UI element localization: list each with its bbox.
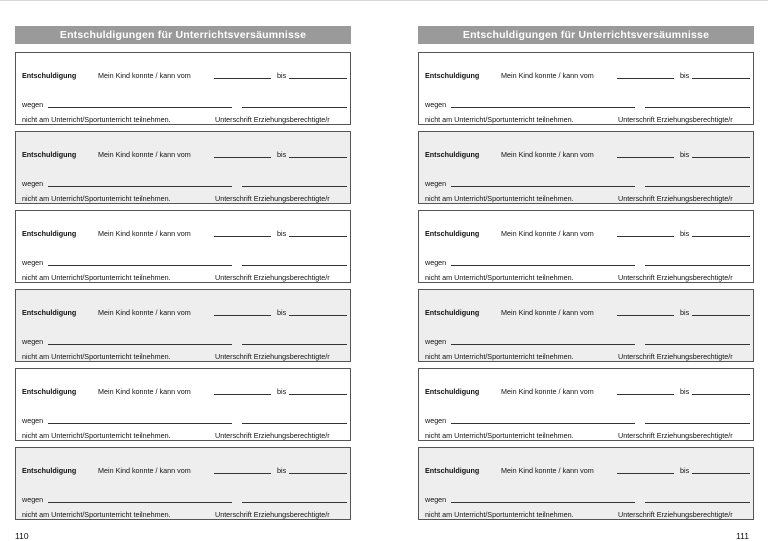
signature-line[interactable] <box>645 107 750 108</box>
date-from-line[interactable] <box>617 315 674 316</box>
reason-label: wegen <box>425 337 447 346</box>
date-from-line[interactable] <box>214 78 271 79</box>
absence-note-text: nicht am Unterricht/Sportunterricht teilnehmen. <box>425 431 574 440</box>
reason-line[interactable] <box>451 265 635 266</box>
excuse-card <box>15 131 351 204</box>
excuse-label: Entschuldigung <box>22 308 77 317</box>
page-left <box>15 26 351 526</box>
reason-line[interactable] <box>451 107 635 108</box>
date-from-line[interactable] <box>214 236 271 237</box>
bis-label: bis <box>277 387 287 396</box>
signature-label: Unterschrift Erziehungsberechtigte/r <box>215 194 330 203</box>
child-absence-text: Mein Kind konnte / kann vom <box>98 229 191 238</box>
child-absence-text: Mein Kind konnte / kann vom <box>98 466 191 475</box>
absence-note-text: nicht am Unterricht/Sportunterricht teilnehmen. <box>425 273 574 282</box>
child-absence-text: Mein Kind konnte / kann vom <box>501 71 594 80</box>
child-absence-text: Mein Kind konnte / kann vom <box>98 71 191 80</box>
date-to-line[interactable] <box>692 157 750 158</box>
date-from-line[interactable] <box>617 236 674 237</box>
date-from-line[interactable] <box>617 157 674 158</box>
reason-label: wegen <box>425 179 447 188</box>
child-absence-text: Mein Kind konnte / kann vom <box>98 150 191 159</box>
excuse-card <box>15 52 351 125</box>
bis-label: bis <box>277 71 287 80</box>
signature-line[interactable] <box>645 502 750 503</box>
bis-label: bis <box>277 150 287 159</box>
reason-line[interactable] <box>48 186 232 187</box>
date-from-line[interactable] <box>617 394 674 395</box>
excuse-card <box>418 289 754 362</box>
top-border <box>0 0 768 1</box>
signature-label: Unterschrift Erziehungsberechtigte/r <box>215 352 330 361</box>
signature-line[interactable] <box>242 502 347 503</box>
excuse-card <box>15 447 351 520</box>
date-to-line[interactable] <box>692 315 750 316</box>
absence-note-text: nicht am Unterricht/Sportunterricht teilnehmen. <box>22 352 171 361</box>
date-to-line[interactable] <box>289 315 347 316</box>
bis-label: bis <box>680 466 690 475</box>
card-list <box>418 52 754 520</box>
date-to-line[interactable] <box>289 78 347 79</box>
bis-label: bis <box>680 229 690 238</box>
excuse-card <box>15 289 351 362</box>
child-absence-text: Mein Kind konnte / kann vom <box>501 229 594 238</box>
date-from-line[interactable] <box>617 78 674 79</box>
excuse-label: Entschuldigung <box>22 150 77 159</box>
excuse-label: Entschuldigung <box>22 466 77 475</box>
page-number: 111 <box>736 531 749 541</box>
absence-note-text: nicht am Unterricht/Sportunterricht teilnehmen. <box>22 194 171 203</box>
excuse-label: Entschuldigung <box>22 387 77 396</box>
reason-label: wegen <box>425 100 447 109</box>
signature-line[interactable] <box>242 107 347 108</box>
excuse-label: Entschuldigung <box>425 466 480 475</box>
absence-note-text: nicht am Unterricht/Sportunterricht teilnehmen. <box>425 510 574 519</box>
date-to-line[interactable] <box>289 394 347 395</box>
child-absence-text: Mein Kind konnte / kann vom <box>501 466 594 475</box>
reason-line[interactable] <box>451 344 635 345</box>
reason-label: wegen <box>22 100 44 109</box>
reason-line[interactable] <box>451 423 635 424</box>
reason-line[interactable] <box>451 502 635 503</box>
date-to-line[interactable] <box>289 157 347 158</box>
reason-label: wegen <box>22 258 44 267</box>
child-absence-text: Mein Kind konnte / kann vom <box>98 387 191 396</box>
bis-label: bis <box>680 387 690 396</box>
date-to-line[interactable] <box>692 473 750 474</box>
excuse-card <box>15 368 351 441</box>
date-from-line[interactable] <box>214 315 271 316</box>
child-absence-text: Mein Kind konnte / kann vom <box>98 308 191 317</box>
signature-line[interactable] <box>645 344 750 345</box>
page-header: Entschuldigungen für Unterrichtsversäumnisse <box>15 26 351 44</box>
date-from-line[interactable] <box>214 157 271 158</box>
excuse-card <box>418 131 754 204</box>
bis-label: bis <box>277 308 287 317</box>
page-number: 110 <box>15 531 29 541</box>
signature-line[interactable] <box>242 344 347 345</box>
signature-label: Unterschrift Erziehungsberechtigte/r <box>618 273 733 282</box>
excuse-label: Entschuldigung <box>425 71 480 80</box>
reason-label: wegen <box>425 495 447 504</box>
date-to-line[interactable] <box>692 78 750 79</box>
excuse-label: Entschuldigung <box>425 229 480 238</box>
reason-line[interactable] <box>48 502 232 503</box>
excuse-card <box>15 210 351 283</box>
signature-line[interactable] <box>242 186 347 187</box>
absence-note-text: nicht am Unterricht/Sportunterricht teilnehmen. <box>425 115 574 124</box>
signature-label: Unterschrift Erziehungsberechtigte/r <box>618 115 733 124</box>
card-list <box>15 52 351 520</box>
bis-label: bis <box>680 71 690 80</box>
date-to-line[interactable] <box>289 473 347 474</box>
child-absence-text: Mein Kind konnte / kann vom <box>501 308 594 317</box>
child-absence-text: Mein Kind konnte / kann vom <box>501 150 594 159</box>
signature-label: Unterschrift Erziehungsberechtigte/r <box>215 510 330 519</box>
signature-label: Unterschrift Erziehungsberechtigte/r <box>215 431 330 440</box>
date-from-line[interactable] <box>214 473 271 474</box>
reason-label: wegen <box>22 179 44 188</box>
signature-line[interactable] <box>645 265 750 266</box>
date-to-line[interactable] <box>692 236 750 237</box>
bis-label: bis <box>277 229 287 238</box>
page-header: Entschuldigungen für Unterrichtsversäumnisse <box>418 26 754 44</box>
absence-note-text: nicht am Unterricht/Sportunterricht teilnehmen. <box>22 115 171 124</box>
absence-note-text: nicht am Unterricht/Sportunterricht teilnehmen. <box>22 273 171 282</box>
signature-label: Unterschrift Erziehungsberechtigte/r <box>618 352 733 361</box>
absence-note-text: nicht am Unterricht/Sportunterricht teilnehmen. <box>425 194 574 203</box>
excuse-label: Entschuldigung <box>22 229 77 238</box>
date-to-line[interactable] <box>692 394 750 395</box>
absence-note-text: nicht am Unterricht/Sportunterricht teilnehmen. <box>425 352 574 361</box>
page-right <box>418 26 754 526</box>
reason-label: wegen <box>425 416 447 425</box>
reason-label: wegen <box>22 416 44 425</box>
reason-line[interactable] <box>48 423 232 424</box>
reason-label: wegen <box>22 495 44 504</box>
signature-line[interactable] <box>242 265 347 266</box>
reason-label: wegen <box>425 258 447 267</box>
date-from-line[interactable] <box>214 394 271 395</box>
excuse-label: Entschuldigung <box>22 71 77 80</box>
excuse-label: Entschuldigung <box>425 150 480 159</box>
signature-label: Unterschrift Erziehungsberechtigte/r <box>618 510 733 519</box>
reason-line[interactable] <box>451 186 635 187</box>
signature-label: Unterschrift Erziehungsberechtigte/r <box>215 115 330 124</box>
reason-line[interactable] <box>48 265 232 266</box>
date-from-line[interactable] <box>617 473 674 474</box>
bis-label: bis <box>680 150 690 159</box>
signature-line[interactable] <box>242 423 347 424</box>
excuse-card <box>418 52 754 125</box>
signature-line[interactable] <box>645 186 750 187</box>
absence-note-text: nicht am Unterricht/Sportunterricht teilnehmen. <box>22 431 171 440</box>
signature-label: Unterschrift Erziehungsberechtigte/r <box>618 431 733 440</box>
signature-label: Unterschrift Erziehungsberechtigte/r <box>215 273 330 282</box>
bis-label: bis <box>680 308 690 317</box>
bis-label: bis <box>277 466 287 475</box>
signature-line[interactable] <box>645 423 750 424</box>
excuse-label: Entschuldigung <box>425 308 480 317</box>
reason-label: wegen <box>22 337 44 346</box>
reason-line[interactable] <box>48 344 232 345</box>
reason-line[interactable] <box>48 107 232 108</box>
absence-note-text: nicht am Unterricht/Sportunterricht teilnehmen. <box>22 510 171 519</box>
excuse-card <box>418 210 754 283</box>
date-to-line[interactable] <box>289 236 347 237</box>
excuse-card <box>418 447 754 520</box>
excuse-label: Entschuldigung <box>425 387 480 396</box>
excuse-card <box>418 368 754 441</box>
child-absence-text: Mein Kind konnte / kann vom <box>501 387 594 396</box>
signature-label: Unterschrift Erziehungsberechtigte/r <box>618 194 733 203</box>
